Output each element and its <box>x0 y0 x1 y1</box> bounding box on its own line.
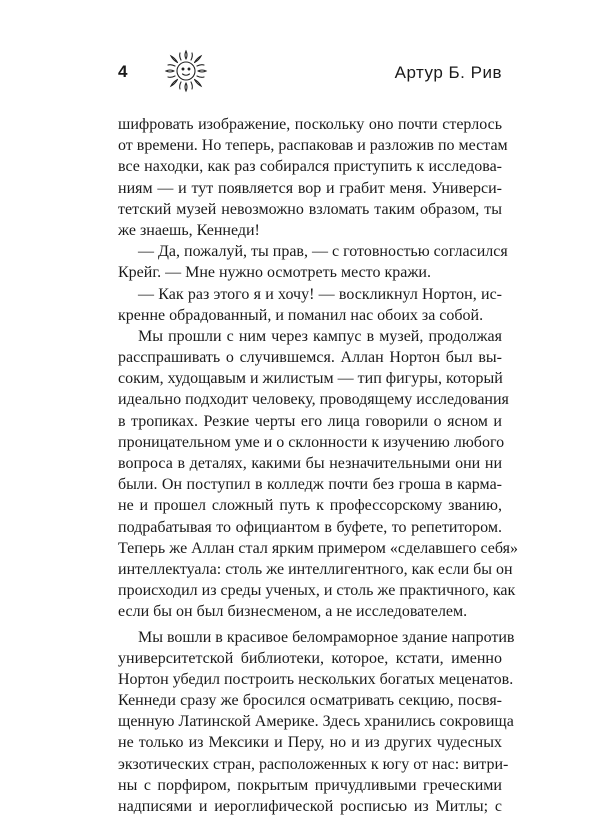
text-line: щенную Латинской Америке. Здесь хранились сокровища <box>118 711 502 732</box>
text-line: были. Он поступил в колледж почти без гроша в карма- <box>118 474 502 495</box>
paragraph <box>118 627 502 817</box>
text-line: соким, худощавым и жилистым — тип фигуры, который <box>118 368 502 389</box>
running-head: Артур Б. Рив <box>395 63 502 83</box>
text-line: происходил из среды ученых, и столь же практичного, как <box>118 580 502 601</box>
sun-face-icon <box>163 48 209 94</box>
text-line: Крейг. — Мне нужно осмотреть место кражи. <box>118 262 502 283</box>
text-line: шифровать изображение, поскольку оно почти стерлось <box>118 114 502 135</box>
text-line: Кеннеди сразу же бросился осматривать секцию, посвя- <box>118 690 502 711</box>
text-line: Нортон убедил построить нескольких богатых меценатов. <box>118 669 502 690</box>
text-line: ны с порфиром, покрытым причудливыми греческими <box>118 775 502 796</box>
text-line: экзотических стран, расположенных к югу от нас: витри- <box>118 754 502 775</box>
text-line: надписями и иероглифической росписью из Митлы; с <box>118 796 502 817</box>
text-line: вопроса в деталях, какими бы незначительными они ни <box>118 453 502 474</box>
text-line: подрабатывая то официантом в буфете, то репетитором. <box>118 517 502 538</box>
text-line: в тропиках. Резкие черты его лица говорили о ясном и <box>118 411 502 432</box>
text-line: Мы прошли с ним через кампус в музей, продолжая <box>118 326 502 347</box>
text-line: расспрашивать о случившемся. Аллан Нортон был вы- <box>118 347 502 368</box>
paragraph <box>118 241 502 283</box>
paragraph <box>118 326 502 623</box>
text-line: же знаешь, Кеннеди! <box>118 220 502 241</box>
paragraph <box>118 284 502 326</box>
paragraph <box>118 114 502 241</box>
text-line: интеллектуала: столь же интеллигентного, как если бы он <box>118 559 502 580</box>
text-line: тетский музей невозможно взломать таким образом, ты <box>118 199 502 220</box>
text-line: Мы вошли в красивое беломраморное здание напротив <box>118 627 502 648</box>
text-line: проницательном уме и о склонности к изучению любого <box>118 432 502 453</box>
text-line: не и прошел сложный путь к профессорскому званию, <box>118 495 502 516</box>
text-line: все находки, как раз собирался приступить к исследова- <box>118 156 502 177</box>
text-line: от времени. Но теперь, распаковав и разложив по местам <box>118 135 502 156</box>
text-line: Теперь же Аллан стал ярким примером «сделавшего себя» <box>118 538 502 559</box>
page-number: 4 <box>118 62 127 82</box>
text-line: университетской библиотеки, которое, кстати, именно <box>118 648 502 669</box>
text-line: — Да, пожалуй, ты прав, — с готовностью согласился <box>118 241 502 262</box>
text-line: не только из Мексики и Перу, но и из других чудесных <box>118 732 502 753</box>
body-text <box>118 114 502 817</box>
text-line: кренне обрадованный, и поманил нас обоих за собой. <box>118 305 502 326</box>
text-line: если бы он был бизнесменом, а не исследователем. <box>118 601 502 622</box>
text-line: ниям — и тут появляется вор и грабит меня. Универси- <box>118 178 502 199</box>
text-line: идеально подходит человеку, проводящему исследования <box>118 389 502 410</box>
text-line: — Как раз этого я и хочу! — воскликнул Нортон, ис- <box>118 284 502 305</box>
